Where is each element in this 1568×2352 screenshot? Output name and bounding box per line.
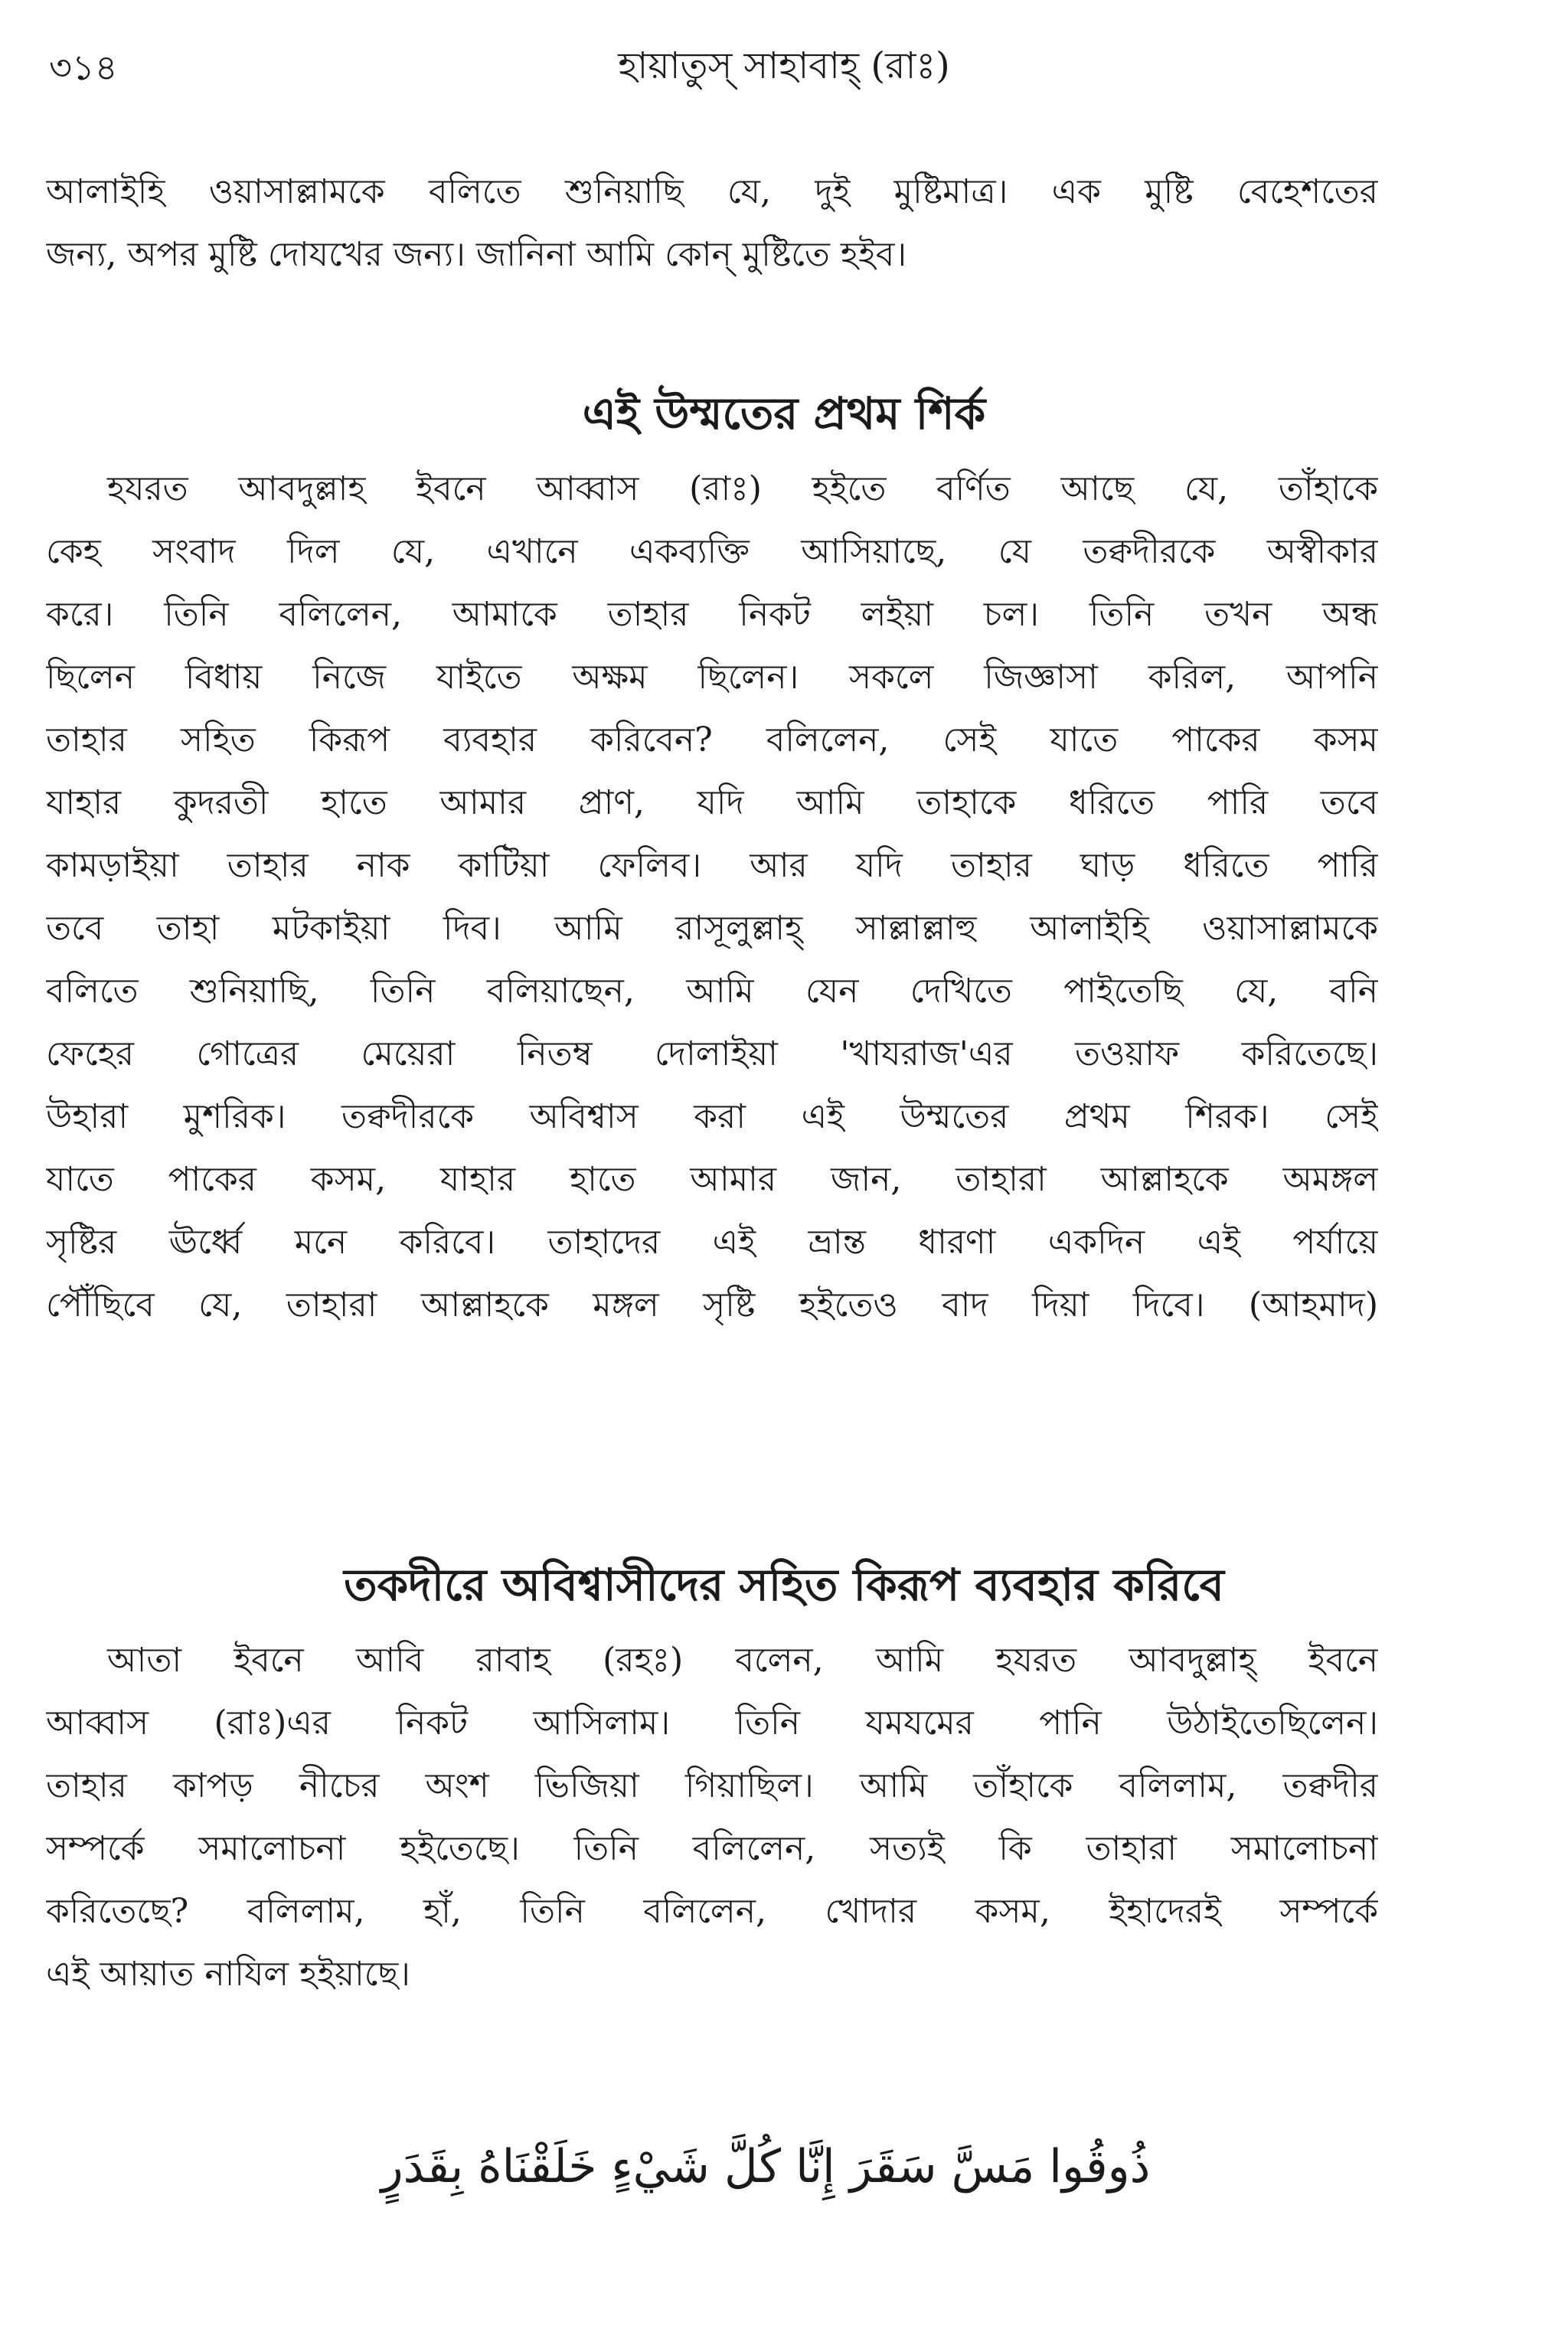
intro-paragraph [46, 161, 1378, 286]
text-line: করিতেছে? বলিলাম, হাঁ, তিনি বলিলেন, খোদার কসম, ইহাদেরই সম্পর্কে [46, 1892, 1378, 1931]
arabic-verse: ذُوقُوا مَسَّ سَقَرَ إِنَّا كُلَّ شَيْءٍ خَلَقْنَاهُ بِقَدَرٍ [381, 2140, 1151, 2194]
section-heading-first-shirk: এই উম্মতের প্রথম শির্ক [582, 387, 986, 439]
text-line: ফেহের গোত্রের মেয়েরা নিতম্ব দোলাইয়া 'খাযরাজ'এর তওয়াফ করিতেছে। [46, 1034, 1378, 1073]
text-line: আলাইহি ওয়াসাল্লামকে বলিতে শুনিয়াছি যে, দুই মুষ্টিমাত্র। এক মুষ্টি বেহেশতের [46, 172, 1378, 211]
page-number: ৩১৪ [49, 47, 118, 88]
text-line: তাহার সহিত কিরূপ ব্যবহার করিবেন? বলিলেন, সেই যাতে পাকের কসম [46, 720, 1378, 760]
text-line: ছিলেন বিধায় নিজে যাইতে অক্ষম ছিলেন। সকলে জিজ্ঞাসা করিল, আপনি [46, 658, 1378, 697]
running-title: হায়াতুস্ সাহাবাহ্ (রাঃ) [618, 44, 950, 87]
text-line: উহারা মুশরিক। তক্বদীরকে অবিশ্বাস করা এই উম্মতের প্রথম শিরক। সেই [46, 1097, 1378, 1136]
text-line: তবে তাহা মটকাইয়া দিব। আমি রাসূলুল্লাহ্ সাল্লাল্লাহু আলাইহি ওয়াসাল্লামকে [46, 909, 1378, 948]
text-line: সৃষ্টির ঊর্ধ্বে মনে করিবে। তাহাদের এই ভ্রান্ত ধারণা একদিন এই পর্যায়ে [46, 1223, 1378, 1262]
text-line: হযরত আবদুল্লাহ ইবনে আব্বাস (রাঃ) হইতে বর্ণিত আছে যে, তাঁহাকে [107, 469, 1378, 508]
text-line: কেহ সংবাদ দিল যে, এখানে একব্যক্তি আসিয়াছে, যে তক্বদীরকে অস্বীকার [46, 532, 1378, 571]
text-line: করে। তিনি বলিলেন, আমাকে তাহার নিকট লইয়া চল। তিনি তখন অন্ধ [46, 595, 1378, 634]
section1-paragraph [46, 458, 1378, 1337]
text-line: যাতে পাকের কসম, যাহার হাতে আমার জান, তাহারা আল্লাহকে অমঙ্গল [46, 1160, 1378, 1199]
section-heading-disbelievers: তকদীরে অবিশ্বাসীদের সহিত কিরূপ ব্যবহার করিবে [344, 1559, 1224, 1611]
text-line: যাহার কুদরতী হাতে আমার প্রাণ, যদি আমি তাহাকে ধরিতে পারি তবে [46, 783, 1378, 822]
text-line: তাহার কাপড় নীচের অংশ ভিজিয়া গিয়াছিল। আমি তাঁহাকে বলিলাম, তক্বদীর [46, 1766, 1378, 1805]
text-line: কামড়াইয়া তাহার নাক কাটিয়া ফেলিব। আর যদি তাহার ঘাড় ধরিতে পারি [46, 846, 1378, 885]
section2-paragraph [46, 1629, 1378, 2006]
text-line: বলিতে শুনিয়াছি, তিনি বলিয়াছেন, আমি যেন দেখিতে পাইতেছি যে, বনি [46, 972, 1378, 1011]
text-line: এই আয়াত নাযিল হইয়াছে। [46, 1955, 410, 1994]
text-line: আব্বাস (রাঃ)এর নিকট আসিলাম। তিনি যমযমের পানি উঠাইতেছিলেন। [46, 1704, 1378, 1743]
text-line: সম্পর্কে সমালোচনা হইতেছে। তিনি বলিলেন, সত্যই কি তাহারা সমালোচনা [46, 1829, 1378, 1868]
text-line: পৌঁছিবে যে, তাহারা আল্লাহকে মঙ্গল সৃষ্টি হইতেও বাদ দিয়া দিবে। (আহমাদ) [46, 1285, 1378, 1325]
text-line: আতা ইবনে আবি রাবাহ (রহঃ) বলেন, আমি হযরত আবদুল্লাহ্ ইবনে [107, 1641, 1378, 1680]
text-line: জন্য, অপর মুষ্টি দোযখের জন্য। জানিনা আমি কোন্ মুষ্টিতে হইব। [46, 235, 907, 274]
